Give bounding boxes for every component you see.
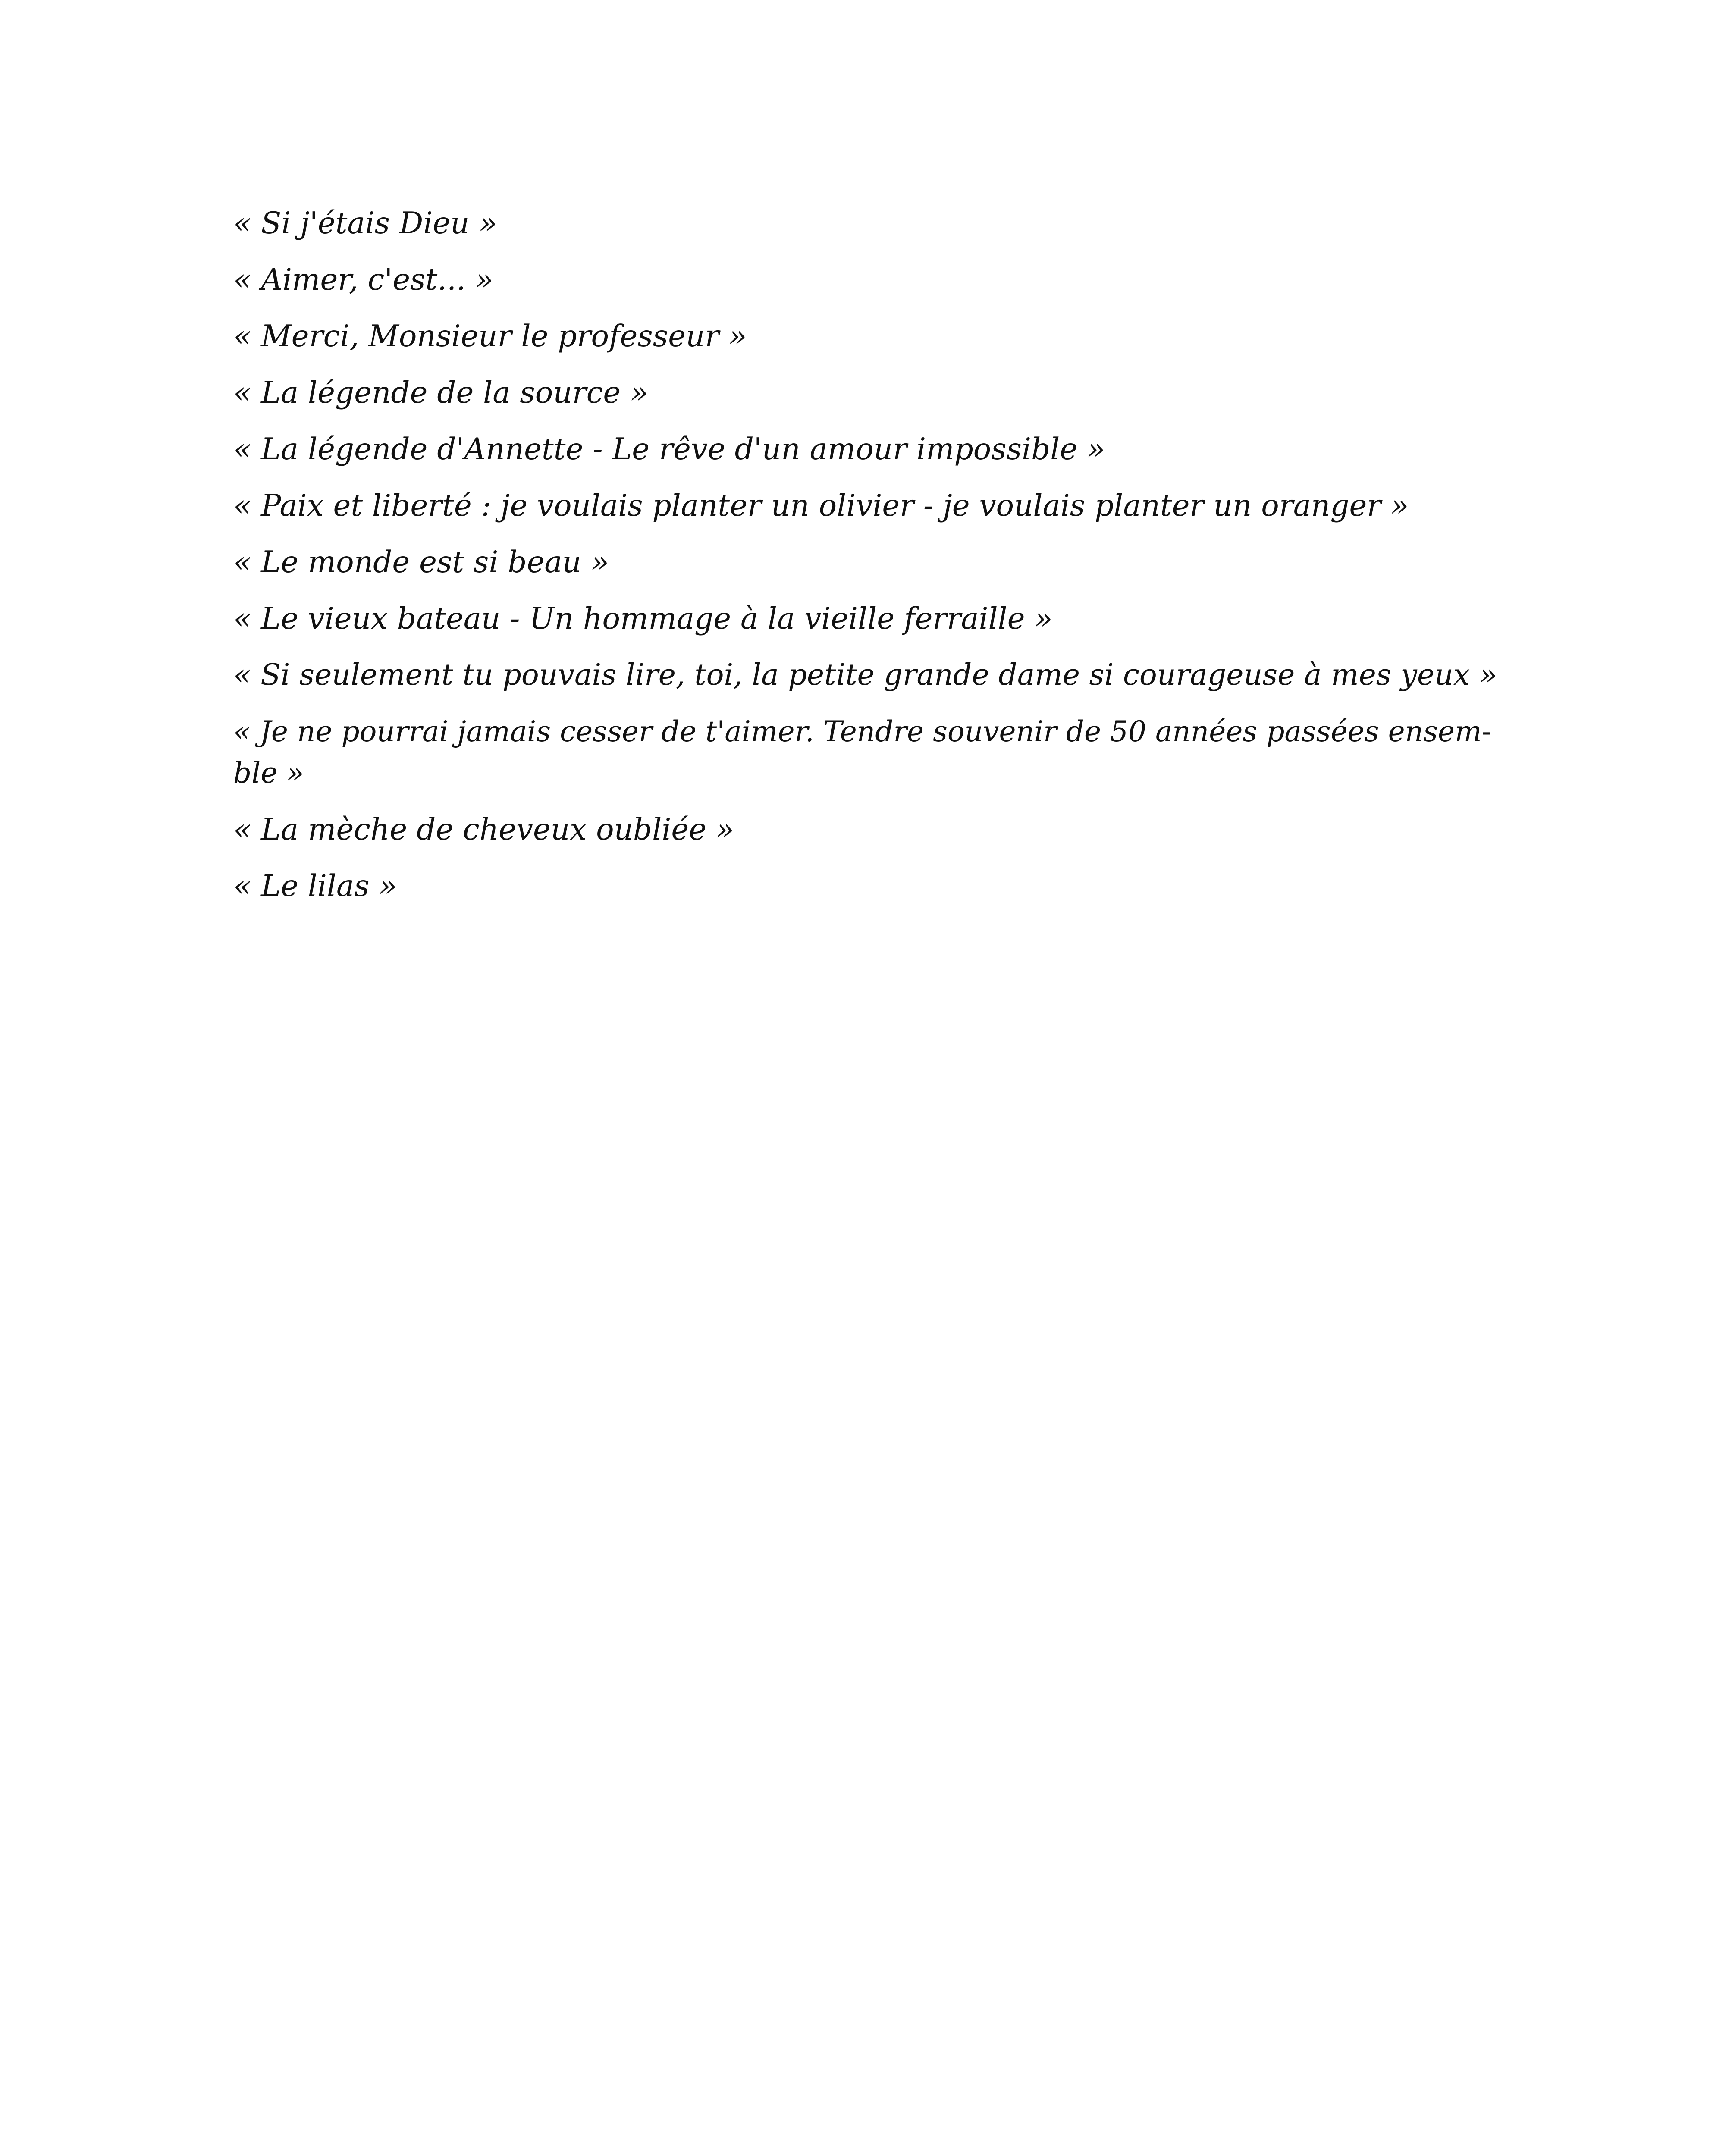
list-item-wrapped bbox=[233, 711, 1501, 794]
list-item: « Le monde est si beau » bbox=[233, 545, 609, 580]
list-item: « Paix et liberté : je voulais planter un olivier - je voulais planter un oranger » bbox=[233, 489, 1409, 523]
list-item: « Si j'étais Dieu » bbox=[233, 206, 497, 241]
list-item: « Merci, Monsieur le professeur » bbox=[233, 319, 747, 354]
title-list bbox=[233, 203, 1501, 922]
list-item: « Le vieux bateau - Un hommage à la vieille ferraille » bbox=[233, 602, 1053, 636]
list-item: « La légende d'Annette - Le rêve d'un amour impossible » bbox=[233, 432, 1105, 467]
list-item: « Si seulement tu pouvais lire, toi, la petite grande dame si courageuse à mes yeux » bbox=[233, 658, 1497, 692]
list-item-line-2: ble » bbox=[233, 756, 304, 790]
list-item: « Le lilas » bbox=[233, 869, 397, 903]
list-item: « La mèche de cheveux oubliée » bbox=[233, 812, 734, 847]
list-item-line-1: « Je ne pourrai jamais cesser de t'aimer. Tendre souvenir de 50 années passées ensem- bbox=[233, 715, 1491, 748]
list-item: « Aimer, c'est... » bbox=[233, 263, 494, 297]
list-item: « La légende de la source » bbox=[233, 376, 649, 410]
